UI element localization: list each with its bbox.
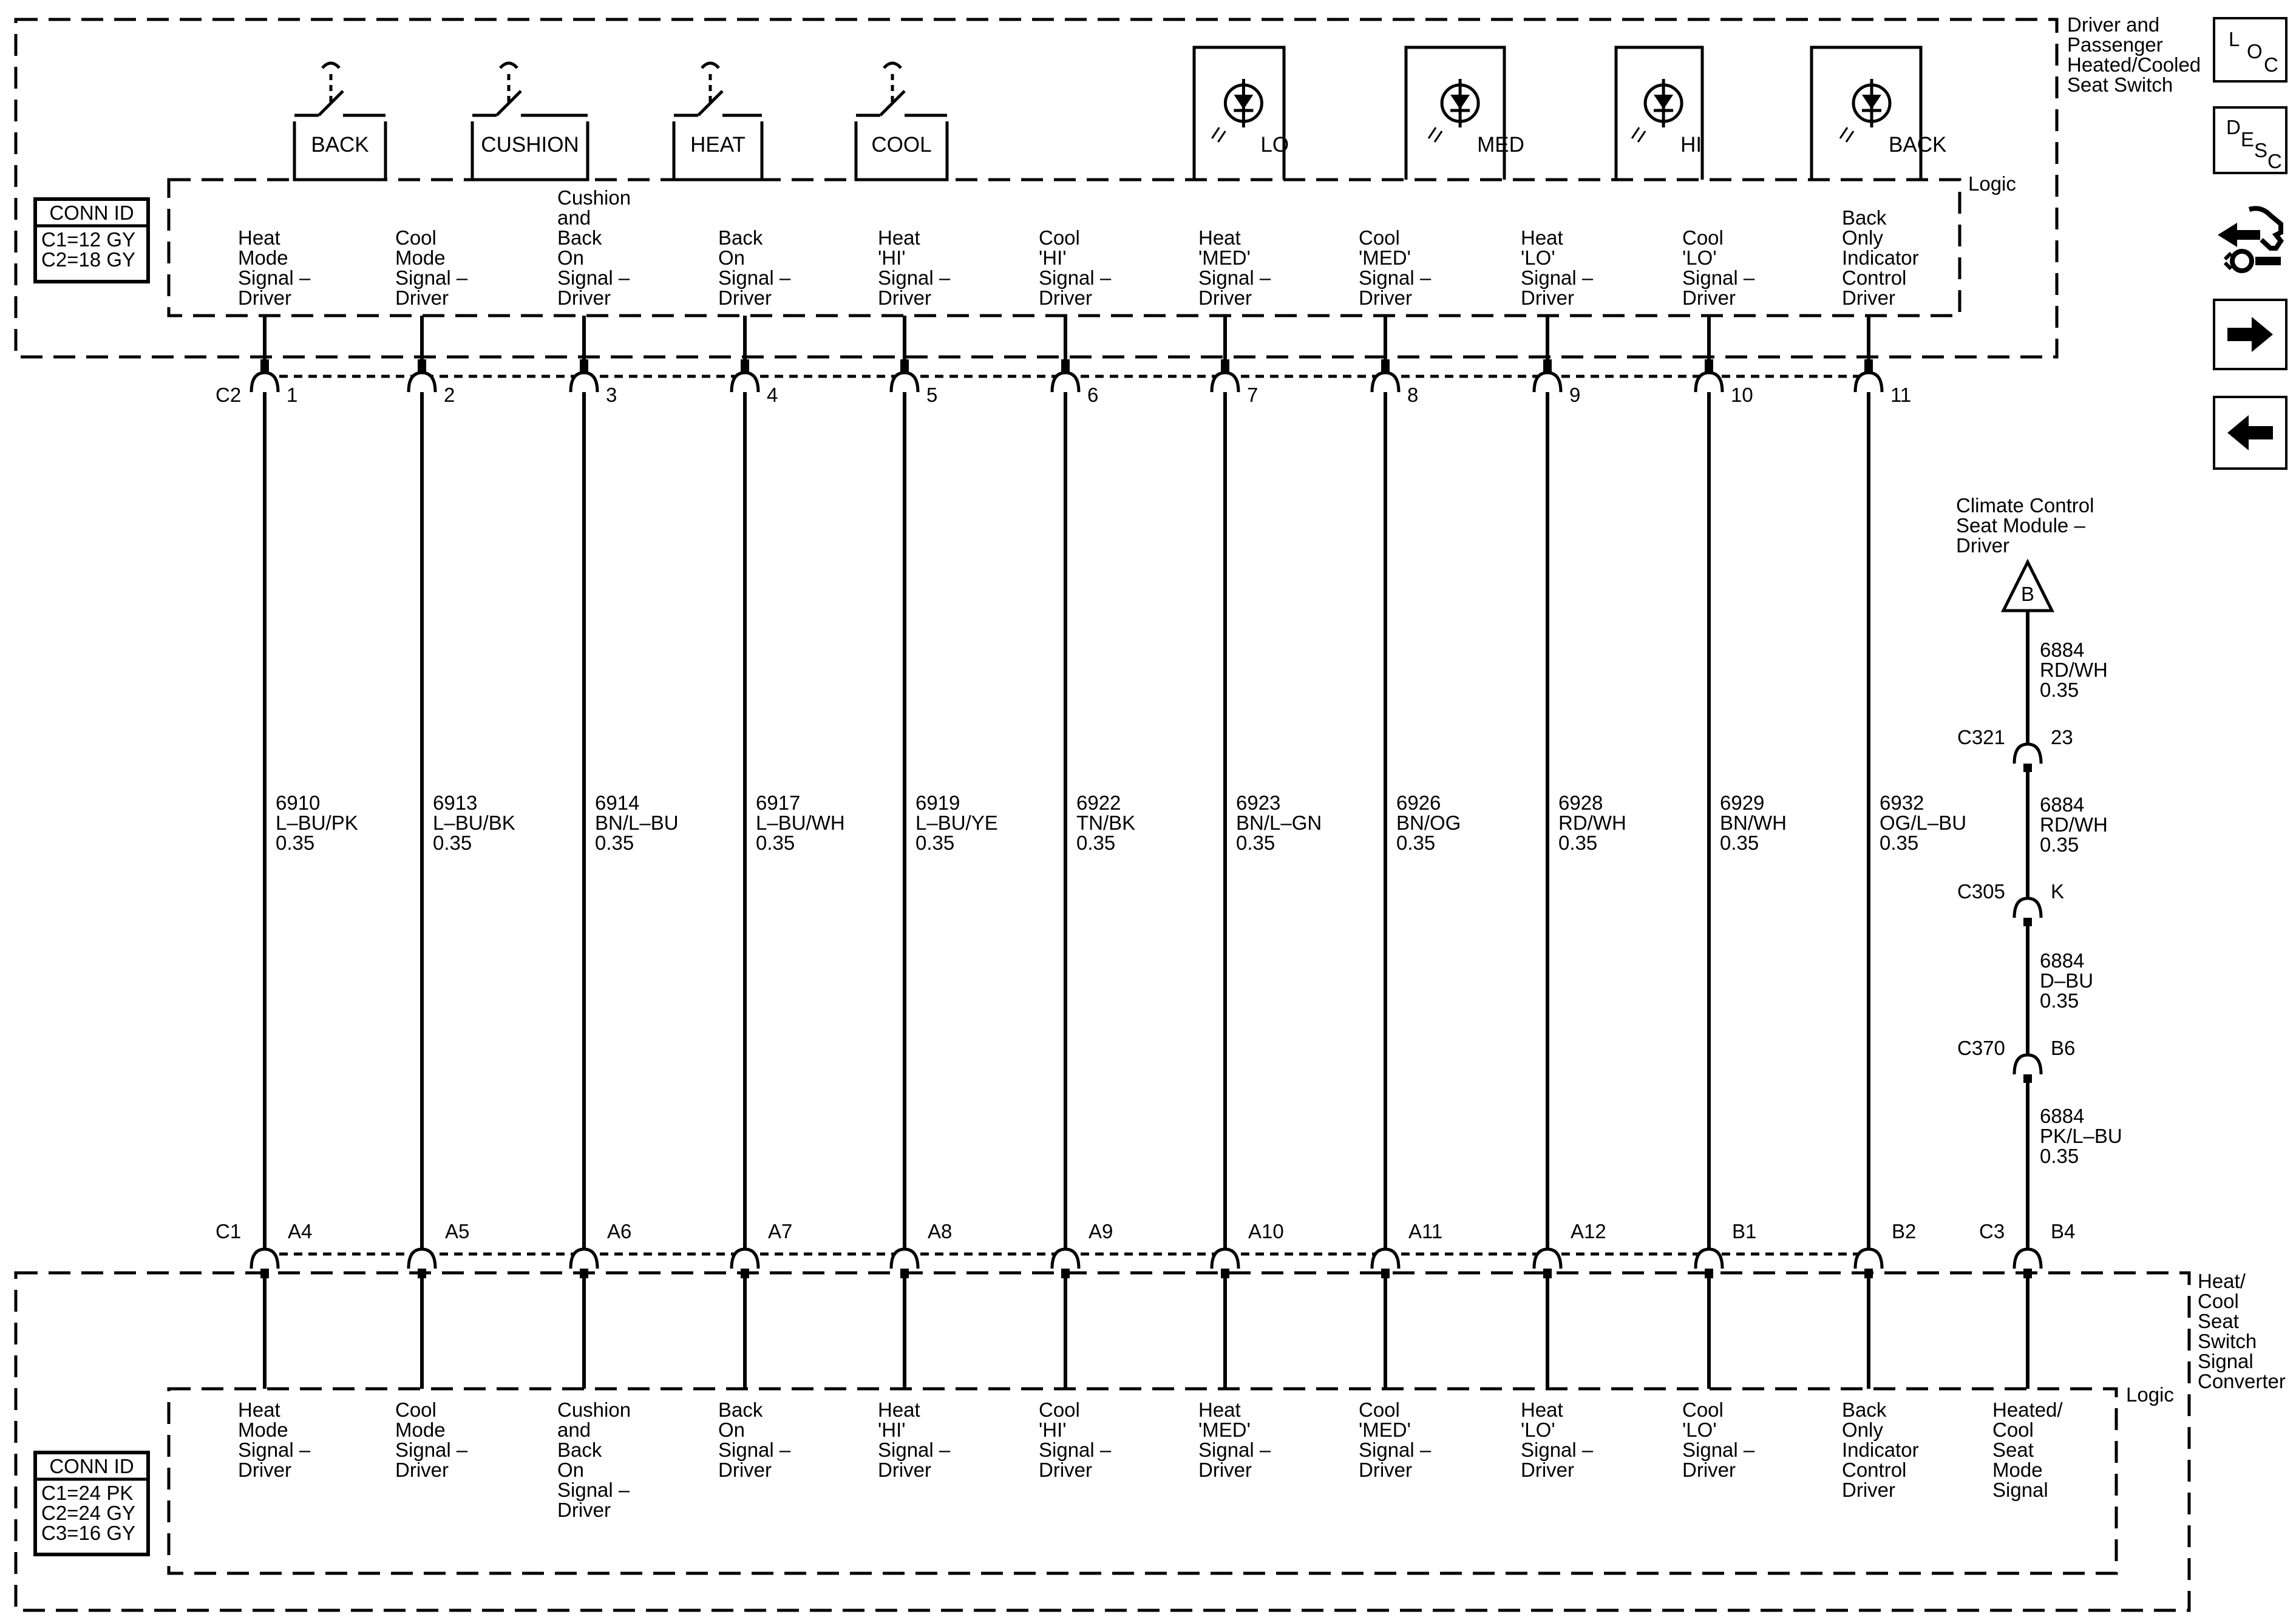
top-label-0-1: Mode [238,246,288,269]
bottom-connector-c3-label: C3 [1979,1220,2005,1242]
top-pin-cup-4 [891,373,918,392]
top-pin-cup-6 [1212,373,1238,392]
bottom-connector-c1-label: C1 [216,1220,242,1242]
wire-size-0: 0.35 [276,832,315,854]
bottom-pin-number-5: A9 [1089,1220,1113,1242]
top-pin-number-6: 7 [1247,384,1258,406]
bottom-label-7-1: 'MED' [1359,1419,1411,1441]
wire-size-10: 0.35 [1880,832,1919,854]
top-label-1-1: Mode [395,246,446,269]
bottom-label-6-3: Driver [1198,1459,1252,1481]
bottom-label-2-0: Cushion [557,1398,631,1421]
top-label-5-2: Signal – [1039,266,1112,289]
bottom-label-8-1: 'LO' [1521,1419,1555,1441]
top-pin-number-3: 4 [767,384,778,406]
wire-size-2: 0.35 [595,832,634,854]
wire-circuit-2: 6914 [595,792,640,814]
top-label-7-0: Cool [1359,226,1400,249]
circuit-6926 [1359,226,1461,1481]
bottom-component-title-line-0: Heat/ [2198,1270,2246,1292]
bottom-label-9-1: 'LO' [1682,1419,1717,1441]
bottom-label-0-1: Mode [238,1419,288,1441]
bottom-label-2-2: Back [557,1439,602,1461]
top-pin-cup-10 [1855,373,1882,392]
top-conn-id-box-line-0: C1=12 GY [41,228,136,251]
wire-color-1: L–BU/BK [433,812,515,834]
indicator-led-lo [1194,47,1289,180]
bottom-label-4-2: Signal – [878,1439,951,1461]
branch-wire-color-3: PK/L–BU [2040,1125,2122,1147]
bottom-pin-cup-4 [891,1249,918,1269]
bottom-label-3-3: Driver [718,1459,772,1481]
inline-connector-cup-2 [2014,1055,2041,1074]
bottom-label-1-0: Cool [395,1398,436,1421]
wire-color-5: TN/BK [1076,812,1136,834]
wire-circuit-9: 6929 [1720,792,1765,814]
circuit-6917 [718,226,845,1481]
indicator-label-2: HI [1680,133,1702,157]
top-label-8-1: 'LO' [1521,246,1555,269]
bottom-label-7-2: Signal – [1359,1439,1432,1461]
bottom-label-1-1: Mode [395,1419,446,1441]
bottom-component-title-line-3: Switch [2198,1330,2257,1352]
climate-module-title-line-2: Driver [1956,534,2009,557]
top-label-2-5: Driver [557,286,611,309]
top-component-title-line-1: Passenger [2067,33,2163,56]
bottom-pin-cup-6 [1212,1249,1238,1269]
switch-label-3: COOL [871,133,932,157]
branch-wire-size-0: 0.35 [2040,679,2079,701]
circuit-6910 [238,226,358,1481]
top-pin-number-8: 9 [1569,384,1581,406]
branch-wire-circuit-3: 6884 [2040,1105,2085,1127]
wire-size-7: 0.35 [1396,832,1436,854]
top-label-10-3: Control [1842,266,1907,289]
circuit-6913 [395,226,515,1481]
bottom-label-7-0: Cool [1359,1398,1400,1421]
wire-color-2: BN/L–BU [595,812,679,834]
bottom-label-heated-cool-3: Mode [1992,1459,2043,1481]
arrow-right-icon [2215,301,2285,368]
branch-wire-color-2: D–BU [2040,969,2094,992]
wire-size-3: 0.35 [756,832,795,854]
wire-color-8: RD/WH [1558,812,1626,834]
description-button[interactable] [2213,106,2288,174]
bottom-pin-number-0: A4 [288,1220,313,1242]
branch-wire-circuit-1: 6884 [2040,793,2085,816]
bottom-label-4-1: 'HI' [878,1419,906,1441]
bottom-label-5-1: 'HI' [1039,1419,1067,1441]
top-label-2-2: Back [557,226,602,249]
top-pin-number-1: 2 [444,384,455,406]
bottom-pin-cup-7 [1372,1249,1399,1269]
connector-tools-icon [2213,197,2288,282]
bottom-label-10-1: Only [1842,1419,1883,1441]
bottom-label-heated-cool-4: Signal [1992,1479,2048,1501]
bottom-label-2-5: Driver [557,1499,611,1521]
next-page-button[interactable] [2213,299,2288,370]
wire-size-5: 0.35 [1076,832,1116,854]
wire-color-7: BN/OG [1396,812,1461,834]
top-label-5-1: 'HI' [1039,246,1067,269]
top-label-8-2: Signal – [1521,266,1594,289]
desc-letter-d: D [2226,116,2241,138]
bottom-label-0-3: Driver [238,1459,291,1481]
circuit-6922 [1039,226,1135,1481]
top-label-3-0: Back [718,226,763,249]
bottom-pin-number-9: B1 [1732,1220,1757,1242]
top-label-5-3: Driver [1039,286,1092,309]
branch-wire-size-2: 0.35 [2040,989,2079,1012]
loc-letter-o: O [2247,40,2263,63]
inline-connector-pin-2: B6 [2051,1037,2076,1059]
bottom-pin-number-1: A5 [445,1220,470,1242]
top-pin-cup-5 [1052,373,1079,392]
bottom-label-9-0: Cool [1682,1398,1724,1421]
top-pin-number-5: 6 [1087,384,1099,406]
climate-module-title-line-0: Climate Control [1956,494,2094,517]
bottom-label-6-0: Heat [1198,1398,1241,1421]
bottom-label-heated-cool-1: Cool [1992,1419,2034,1441]
indicator-label-0: LO [1260,133,1289,157]
bottom-pin-cup-10 [1855,1249,1882,1269]
indicator-led-hi [1616,47,1702,180]
top-label-5-0: Cool [1039,226,1080,249]
top-pin-number-10: 11 [1890,384,1912,406]
inline-connector-name-1: C305 [1957,880,2005,903]
wire-color-6: BN/L–GN [1236,812,1322,834]
top-pin-cup-7 [1372,373,1399,392]
previous-page-button[interactable] [2213,396,2288,470]
location-button[interactable] [2213,17,2288,83]
top-logic-label: Logic [1968,172,2016,195]
bottom-label-6-2: Signal – [1198,1439,1271,1461]
top-pin-cup-3 [732,373,758,392]
switch-cushion [469,63,591,180]
bottom-pin-number-2: A6 [607,1220,632,1242]
circuit-6923 [1198,226,1322,1481]
switch-label-0: BACK [311,133,369,157]
top-label-10-2: Indicator [1842,246,1919,269]
wire-color-4: L–BU/YE [915,812,998,834]
wire-circuit-5: 6922 [1076,792,1121,814]
inline-connector-name-0: C321 [1957,726,2005,748]
top-label-0-2: Signal – [238,266,311,289]
bottom-label-3-2: Signal – [718,1439,791,1461]
top-label-3-1: On [718,246,746,269]
wire-circuit-4: 6919 [915,792,960,814]
bottom-conn-id-box-header: CONN ID [49,1455,134,1477]
switch-label-2: HEAT [690,133,746,157]
bottom-pin-cup-8 [1534,1249,1561,1269]
bottom-conn-id-box-line-1: C2=24 GY [41,1502,136,1524]
wire-size-6: 0.35 [1236,832,1275,854]
bottom-label-8-3: Driver [1521,1459,1574,1481]
top-label-10-1: Only [1842,226,1883,249]
loc-letter-c: C [2264,53,2278,76]
loc-letter-l: L [2229,28,2240,50]
bottom-logic-box [169,1389,2116,1573]
switch-heat [670,63,766,180]
bottom-pin-number-10: B2 [1892,1220,1917,1242]
top-component-title-line-2: Heated/Cooled [2067,53,2201,76]
wire-color-9: BN/WH [1720,812,1787,834]
switch-cool [852,63,951,180]
top-pin-number-0: 1 [287,384,298,406]
top-pin-number-9: 10 [1731,384,1753,406]
bottom-label-9-2: Signal – [1682,1439,1755,1461]
bottom-label-7-3: Driver [1359,1459,1412,1481]
branch-wire-circuit-2: 6884 [2040,949,2085,972]
bottom-label-10-0: Back [1842,1398,1887,1421]
top-component-outline [16,19,2057,357]
indicator-label-1: MED [1477,133,1524,157]
bottom-label-2-1: and [557,1419,591,1441]
desc-letter-s: S [2254,139,2268,161]
bottom-label-heated-cool-2: Seat [1992,1439,2034,1461]
circuit-6919 [878,226,998,1481]
switch-label-1: CUSHION [481,133,579,157]
top-label-6-3: Driver [1198,286,1252,309]
bottom-label-8-0: Heat [1521,1398,1563,1421]
bottom-label-4-0: Heat [878,1398,920,1421]
top-label-3-3: Driver [718,286,772,309]
inline-connector-pin-0: 23 [2051,726,2073,748]
bottom-pin-number-6: A10 [1248,1220,1284,1242]
connector-button[interactable] [2213,197,2288,282]
bottom-label-6-1: 'MED' [1198,1419,1251,1441]
top-label-1-3: Driver [395,286,449,309]
bottom-label-10-3: Control [1842,1459,1907,1481]
bottom-pin-cup-9 [1696,1249,1722,1269]
bottom-pin-cup-0 [251,1249,278,1269]
bottom-label-5-3: Driver [1039,1459,1092,1481]
wire-size-4: 0.35 [915,832,955,854]
top-label-2-1: and [557,206,591,229]
wire-circuit-10: 6932 [1880,792,1924,814]
climate-module-title-line-1: Seat Module – [1956,514,2085,537]
top-label-8-0: Heat [1521,226,1563,249]
top-label-9-2: Signal – [1682,266,1755,289]
inline-connector-cup-1 [2014,898,2041,918]
top-label-6-2: Signal – [1198,266,1271,289]
top-connector-label: C2 [216,384,242,406]
top-pin-cup-9 [1696,373,1722,392]
bottom-label-5-2: Signal – [1039,1439,1112,1461]
bottom-label-4-3: Driver [878,1459,931,1481]
wire-circuit-6: 6923 [1236,792,1281,814]
branch-wire-color-0: RD/WH [2040,659,2108,681]
top-label-3-2: Signal – [718,266,791,289]
inline-connector-pin-1: K [2051,880,2065,903]
circuit-6929 [1682,226,1787,1481]
top-label-9-1: 'LO' [1682,246,1717,269]
bottom-pin-cup-3 [732,1249,758,1269]
switch-back [291,63,389,180]
bottom-pin-cup-2 [571,1249,597,1269]
climate-module-ref-letter: B [2020,583,2035,605]
top-label-10-4: Driver [1842,286,1895,309]
branch-wire-color-1: RD/WH [2040,813,2108,836]
bottom-pin-cup-b4 [2014,1249,2041,1269]
top-component-title-line-0: Driver and [2067,13,2160,36]
bottom-label-5-0: Cool [1039,1398,1080,1421]
bottom-pin-number-3: A7 [768,1220,793,1242]
top-label-7-1: 'MED' [1359,246,1411,269]
bottom-label-0-2: Signal – [238,1439,311,1461]
top-label-6-0: Heat [1198,226,1241,249]
bottom-pin-number-8: A12 [1571,1220,1606,1242]
top-label-2-3: On [557,246,585,269]
wire-circuit-7: 6926 [1396,792,1441,814]
indicator-label-3: BACK [1889,133,1947,157]
bottom-conn-id-box-line-0: C1=24 PK [41,1482,134,1504]
bottom-pin-number-4: A8 [928,1220,953,1242]
top-pin-cup-2 [571,373,597,392]
top-label-4-2: Signal – [878,266,951,289]
wire-color-3: L–BU/WH [756,812,845,834]
top-label-4-1: 'HI' [878,246,906,269]
bottom-component-title-line-2: Seat [2198,1310,2239,1332]
top-label-4-0: Heat [878,226,920,249]
top-pin-number-2: 3 [606,384,617,406]
top-label-1-0: Cool [395,226,436,249]
bottom-conn-id-box-line-2: C3=16 GY [41,1522,136,1544]
indicator-led-med [1406,47,1524,180]
wire-circuit-1: 6913 [433,792,478,814]
bottom-label-3-0: Back [718,1398,763,1421]
bottom-label-2-4: Signal – [557,1479,630,1501]
top-pin-cup-1 [409,373,435,392]
circuit-6928 [1521,226,1626,1481]
top-pin-cup-0 [251,373,278,392]
indicator-led-back [1812,47,1946,180]
top-label-9-0: Cool [1682,226,1724,249]
bottom-pin-cup-5 [1052,1249,1079,1269]
wire-color-0: L–BU/PK [276,812,358,834]
bottom-logic-label: Logic [2126,1383,2174,1406]
top-label-7-3: Driver [1359,286,1412,309]
top-pin-cup-8 [1534,373,1561,392]
top-label-2-0: Cushion [557,186,631,209]
inline-connector-cup-0 [2014,744,2041,764]
bottom-label-3-1: On [718,1419,746,1441]
branch-wire-size-1: 0.35 [2040,833,2079,856]
wire-size-1: 0.35 [433,832,472,854]
top-label-2-4: Signal – [557,266,630,289]
top-label-7-2: Signal – [1359,266,1432,289]
desc-letter-e: E [2241,128,2255,151]
branch-wire-size-3: 0.35 [2040,1145,2079,1167]
top-pin-number-4: 5 [926,384,938,406]
wire-size-9: 0.35 [1720,832,1759,854]
bottom-label-heated-cool-0: Heated/ [1992,1398,2063,1421]
top-component-title-line-3: Seat Switch [2067,73,2173,96]
bottom-label-9-3: Driver [1682,1459,1736,1481]
top-label-9-3: Driver [1682,286,1736,309]
desc-letter-c: C [2267,150,2282,172]
top-label-0-3: Driver [238,286,291,309]
wire-size-8: 0.35 [1558,832,1598,854]
wire-color-10: OG/L–BU [1880,812,1967,834]
arrow-left-icon [2215,398,2285,467]
bottom-component-title-line-4: Signal [2198,1350,2254,1372]
bottom-label-10-2: Indicator [1842,1439,1919,1461]
bottom-label-2-3: On [557,1459,585,1481]
circuit-6932 [1842,206,1966,1501]
bottom-label-1-2: Signal – [395,1439,468,1461]
bottom-component-title-line-1: Cool [2198,1290,2239,1312]
top-label-8-3: Driver [1521,286,1574,309]
top-conn-id-box-line-1: C2=18 GY [41,248,136,271]
top-label-6-1: 'MED' [1198,246,1251,269]
wire-circuit-0: 6910 [276,792,321,814]
climate-branch [1957,562,2122,1501]
top-conn-id-box-header: CONN ID [49,202,134,224]
bottom-pin-number-7: A11 [1408,1220,1443,1242]
bottom-pin-cup-1 [409,1249,435,1269]
bottom-label-0-0: Heat [238,1398,280,1421]
bottom-label-10-4: Driver [1842,1479,1895,1501]
top-label-1-2: Signal – [395,266,468,289]
wire-circuit-8: 6928 [1558,792,1603,814]
bottom-label-8-2: Signal – [1521,1439,1594,1461]
top-label-10-0: Back [1842,206,1887,229]
top-label-4-3: Driver [878,286,931,309]
bottom-label-1-3: Driver [395,1459,449,1481]
branch-wire-circuit-0: 6884 [2040,639,2085,661]
wire-circuit-3: 6917 [756,792,801,814]
top-pin-number-7: 8 [1407,384,1419,406]
inline-connector-name-2: C370 [1957,1037,2005,1059]
bottom-pin-number-b4: B4 [2051,1220,2076,1242]
bottom-component-title-line-5: Converter [2198,1370,2286,1392]
top-label-0-0: Heat [238,226,280,249]
